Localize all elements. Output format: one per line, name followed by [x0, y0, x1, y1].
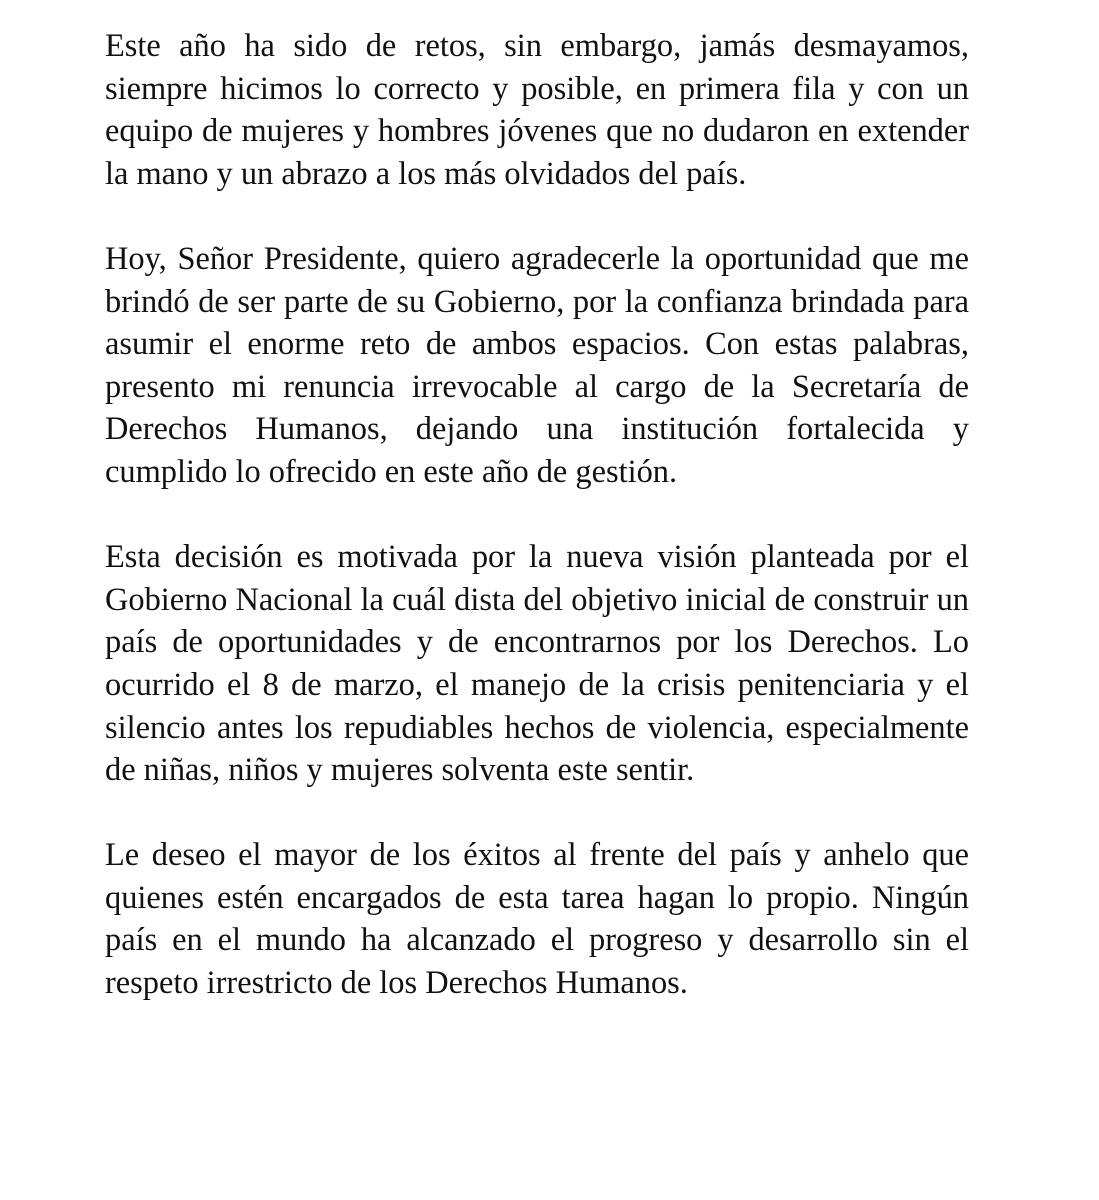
- paragraph-resignation: Hoy, Señor Presidente, quiero agradecerle la oportunidad que me brindó de ser parte de su Gobierno, por la confianza brindada para asumir el enorme reto de ambos espacios. Con estas palabras, presento mi renuncia irrevocable al cargo de la Secretaría de Derechos Humanos, dejando una institución fortalecida y cumplido lo ofrecido en este año de gestión.: [105, 240, 969, 490]
- paragraph-motivation: Esta decisión es motivada por la nueva visión planteada por el Gobierno Nacional la cuál dista del objetivo inicial de construir un país de oportunidades y de encontrarnos por los Derechos. Lo ocurrido el 8 de marzo, el manejo de la crisis penitenciaria y el silencio antes los repudiables hechos de violencia, especialmente de niñas, niños y mujeres solventa este sentir.: [105, 539, 969, 789]
- paragraph-challenges: Este año ha sido de retos, sin embargo, jamás desmayamos, siempre hicimos lo correcto y posible, en primera fila y con un equipo de mujeres y hombres jóvenes que no dudaron en extender la mano y un abrazo a los más olvidados del país.: [105, 28, 969, 192]
- document-body: [105, 25, 969, 1005]
- paragraph-farewell: Le deseo el mayor de los éxitos al frente del país y anhelo que quienes estén encargados de esta tarea hagan lo propio. Ningún país en el mundo ha alcanzado el progreso y desarrollo sin el respeto irrestricto de los Derechos Humanos.: [105, 837, 969, 1002]
